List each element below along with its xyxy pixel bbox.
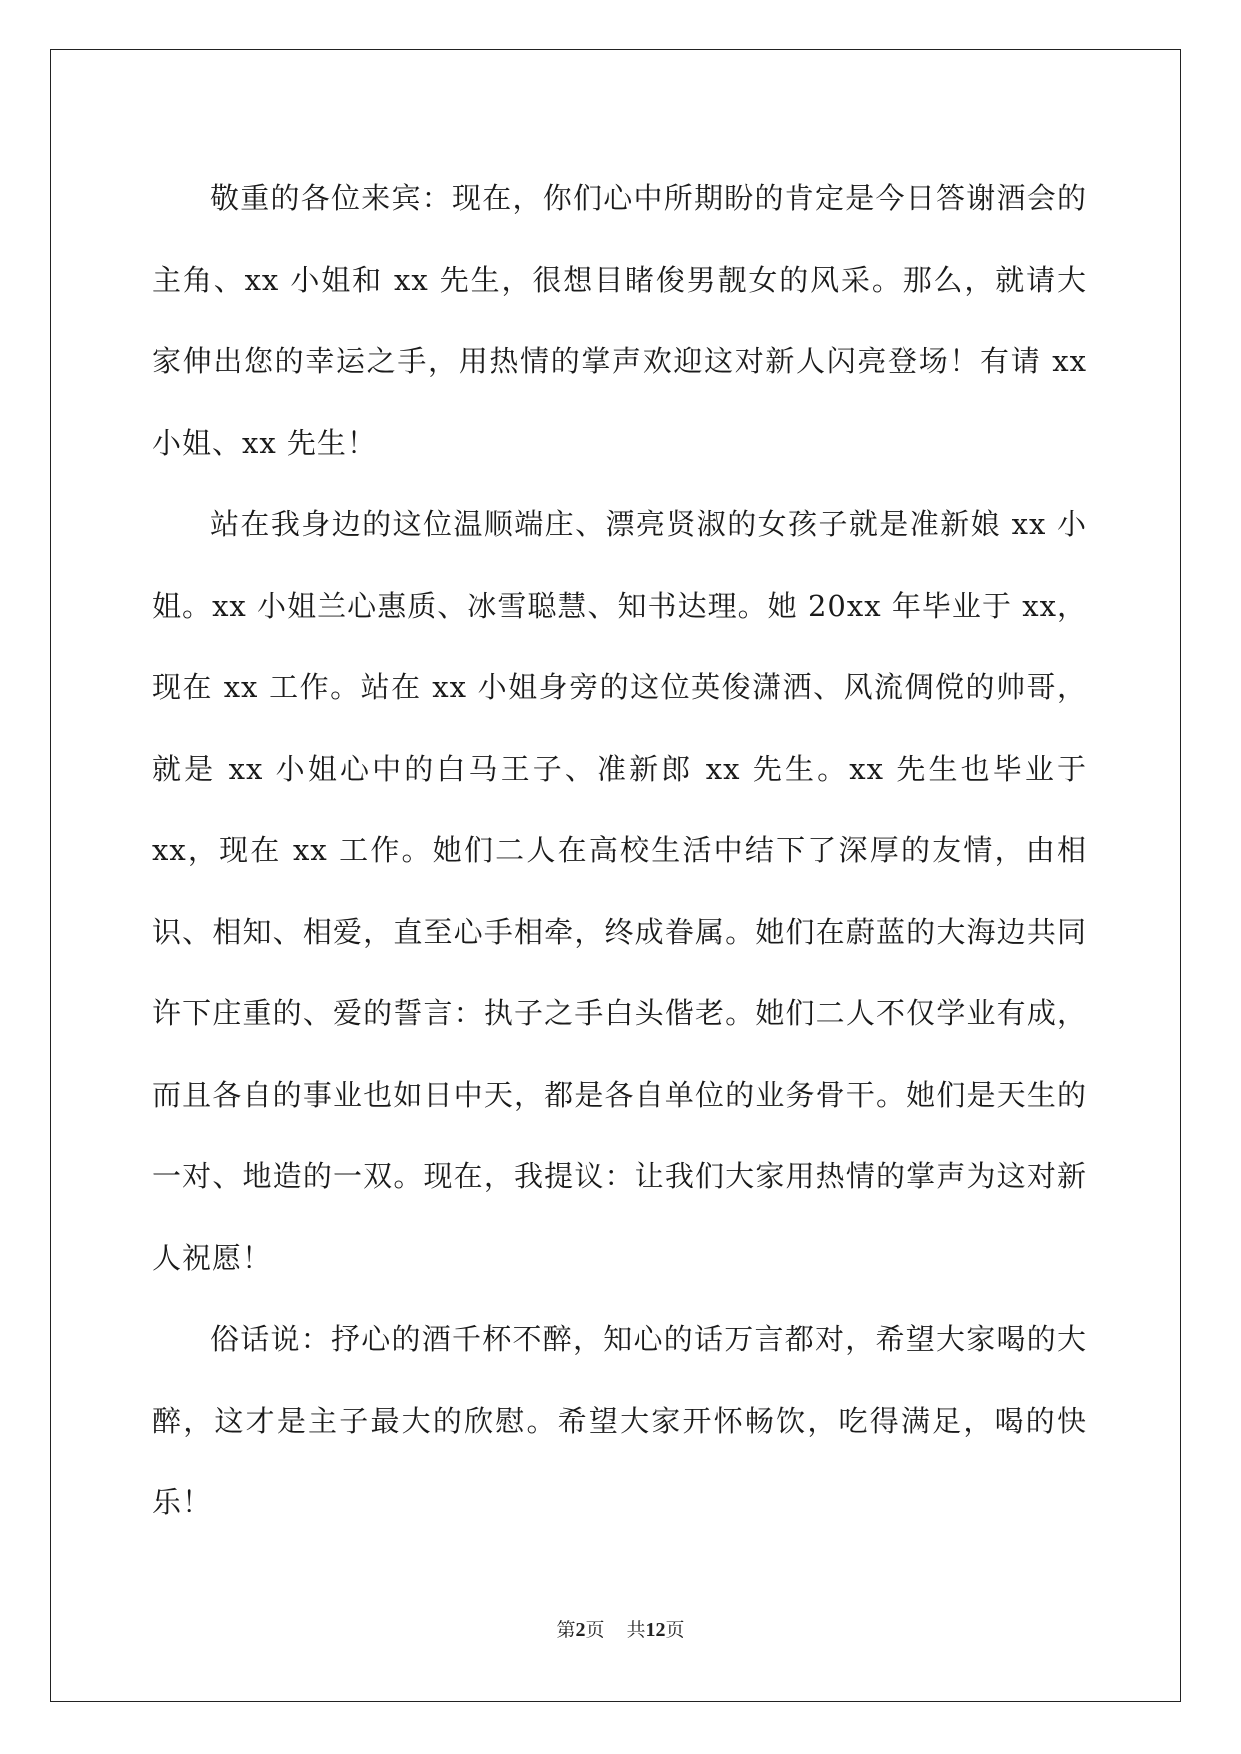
total-suffix: 页 <box>665 1619 685 1641</box>
total-pages: 12 <box>645 1619 666 1641</box>
paragraph-greeting: 敬重的各位来宾：现在，你们心中所期盼的肯定是今日答谢酒会的主角、xx 小姐和 xx 先生，很想目睹俊男靓女的风采。那么，就请大家伸出您的幸运之手，用热情的掌声欢迎这对新人闪亮登场！有请 xx 小姐、xx 先生！ <box>152 181 1087 460</box>
page-prefix: 第 <box>556 1619 576 1641</box>
document-body <box>152 158 1087 1544</box>
total-prefix: 共 <box>626 1619 646 1641</box>
paragraph-toast: 俗话说：抒心的酒千杯不醉，知心的话万言都对，希望大家喝的大醉，这才是主子最大的欣慰。希望大家开怀畅饮，吃得满足，喝的快乐！ <box>152 1322 1087 1519</box>
page-footer <box>0 1615 1241 1642</box>
page-number: 2 <box>575 1619 586 1641</box>
page-suffix: 页 <box>585 1619 605 1641</box>
paragraph-introduction: 站在我身边的这位温顺端庄、漂亮贤淑的女孩子就是准新娘 xx 小姐。xx 小姐兰心惠质、冰雪聪慧、知书达理。她 20xx 年毕业于 xx，现在 xx 工作。站在 xx 小姐身旁的这位英俊潇洒、风流倜傥的帅哥，就是 xx 小姐心中的白马王子、准新郎 xx 先生。xx 先生也毕业于 xx，现在 xx 工作。她们二人在高校生活中结下了深厚的友情，由相识、相知、相爱，直至心手相牵，终成眷属。她们在蔚蓝的大海边共同许下庄重的、爱的誓言：执子之手白头偕老。她们二人不仅学业有成，而且各自的事业也如日中天，都是各自单位的业务骨干。她们是天生的一对、地造的一双。现在，我提议：让我们大家用热情的掌声为这对新人祝愿！ <box>152 507 1087 1275</box>
